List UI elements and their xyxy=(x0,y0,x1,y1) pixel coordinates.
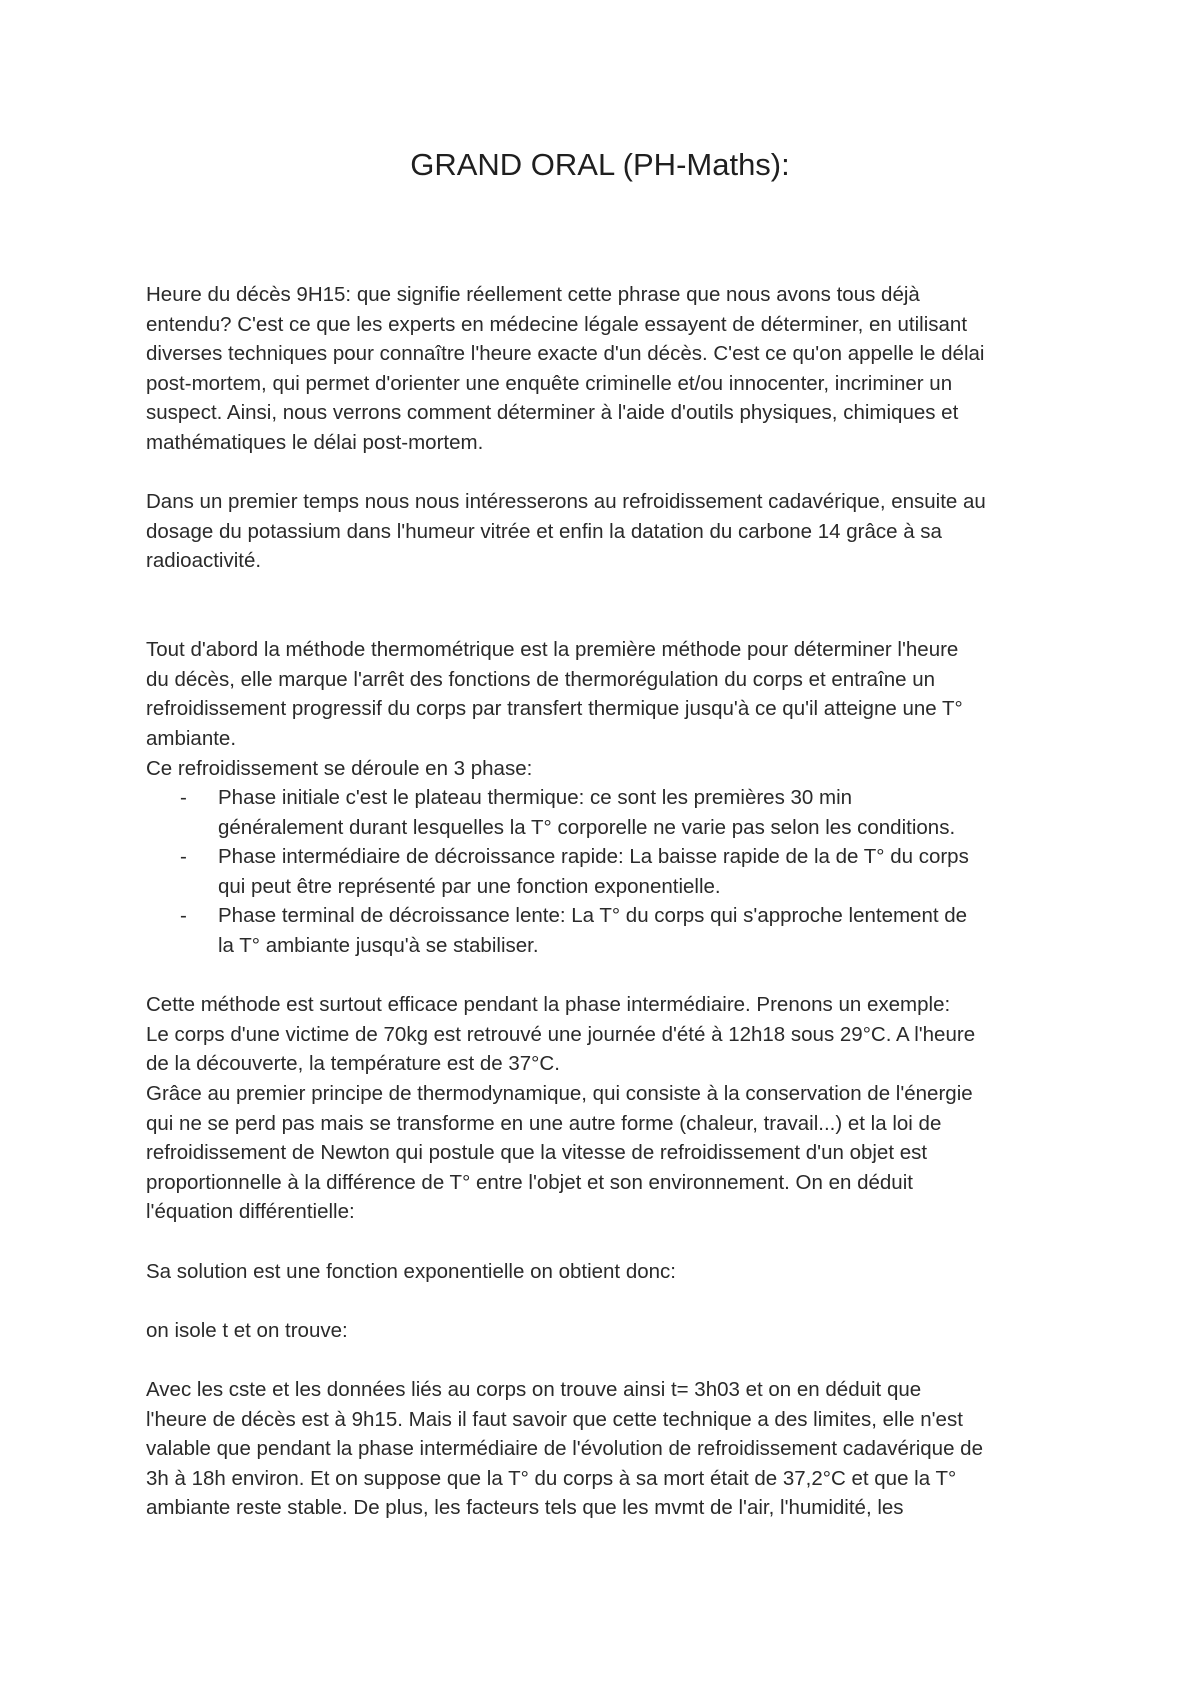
solution-line: Sa solution est une fonction exponentielle on obtient donc: xyxy=(146,1259,676,1283)
text-line: 3h à 18h environ. Et on suppose que la T° du corps à sa mort était de 37,2°C et que la T° xyxy=(146,1466,957,1490)
plan-paragraph xyxy=(146,487,1076,576)
text-line: généralement durant lesquelles la T° corporelle ne varie pas selon les conditions. xyxy=(218,815,956,839)
text-line: Cette méthode est surtout efficace pendant la phase intermédiaire. Prenons un exemple: xyxy=(146,993,951,1017)
text-line: ambiante. xyxy=(146,726,237,750)
text-line: Phase terminal de décroissance lente: La T° du corps qui s'approche lentement de xyxy=(218,904,968,928)
text-line: qui ne se perd pas mais se transforme en une autre forme (chaleur, travail...) et la loi de xyxy=(146,1111,942,1135)
text-line: Tout d'abord la méthode thermométrique est la première méthode pour déterminer l'heure xyxy=(146,638,959,662)
text-line: suspect. Ainsi, nous verrons comment déterminer à l'aide d'outils physiques, chimiques et xyxy=(146,401,959,425)
text-line: Phase initiale c'est le plateau thermique: ce sont les premières 30 min xyxy=(218,786,853,810)
conclusion-paragraph xyxy=(146,1375,1076,1523)
phases-list xyxy=(146,783,1076,961)
text-line: du décès, elle marque l'arrêt des fonctions de thermorégulation du corps et entraîne un xyxy=(146,667,936,691)
isolate-line: on isole t et on trouve: xyxy=(146,1318,348,1342)
thermo-paragraph xyxy=(146,635,1076,783)
text-line: Avec les cste et les données liés au corps on trouve ainsi t= 3h03 et on en déduit que xyxy=(146,1377,922,1401)
paragraph-spacer xyxy=(146,1345,1076,1375)
list-bullet: - xyxy=(180,904,187,928)
text-line: la T° ambiante jusqu'à se stabiliser. xyxy=(218,934,539,958)
text-line: Phase intermédiaire de décroissance rapide: La baisse rapide de la de T° du corps xyxy=(218,845,969,869)
text-line: l'équation différentielle: xyxy=(146,1200,355,1224)
text-line: entendu? C'est ce que les experts en médecine légale essayent de déterminer, en utilisant xyxy=(146,312,968,336)
intro-paragraph xyxy=(146,280,1076,458)
text-line: diverses techniques pour connaître l'heure exacte d'un décès. C'est ce qu'on appelle le délai xyxy=(146,342,985,366)
list-item xyxy=(146,901,1076,960)
text-line: Dans un premier temps nous nous intéresserons au refroidissement cadavérique, ensuite au xyxy=(146,490,986,514)
paragraph-spacer xyxy=(146,576,1076,635)
text-line: l'heure de décès est à 9h15. Mais il faut savoir que cette technique a des limites, elle n'est xyxy=(146,1407,963,1431)
text-line: refroidissement progressif du corps par transfert thermique jusqu'à ce qu'il atteigne une T° xyxy=(146,697,963,721)
text-line: Grâce au premier principe de thermodynamique, qui consiste à la conservation de l'énergie xyxy=(146,1082,973,1106)
page-title: GRAND ORAL (PH-Maths): xyxy=(410,147,790,182)
text-line: dosage du potassium dans l'humeur vitrée et enfin la datation du carbone 14 grâce à sa xyxy=(146,519,942,543)
paragraph-spacer xyxy=(146,961,1076,991)
text-line: Le corps d'une victime de 70kg est retrouvé une journée d'été à 12h18 sous 29°C. A l'heure xyxy=(146,1022,976,1046)
text-line: qui peut être représenté par une fonction exponentielle. xyxy=(218,874,721,898)
text-line: refroidissement de Newton qui postule que la vitesse de refroidissement d'un objet est xyxy=(146,1141,928,1165)
text-line: post-mortem, qui permet d'orienter une enquête criminelle et/ou innocenter, incriminer un xyxy=(146,371,953,395)
text-line: de la découverte, la température est de 37°C. xyxy=(146,1052,560,1076)
list-bullet: - xyxy=(180,845,187,869)
paragraph-spacer xyxy=(146,458,1076,488)
text-line: Ce refroidissement se déroule en 3 phase: xyxy=(146,756,533,780)
text-line: ambiante reste stable. De plus, les facteurs tels que les mvmt de l'air, l'humidité, les xyxy=(146,1496,904,1520)
document-body xyxy=(146,280,1076,1523)
paragraph-spacer xyxy=(146,1286,1076,1316)
list-bullet: - xyxy=(180,786,187,810)
text-line: proportionnelle à la différence de T° entre l'objet et son environnement. On en déduit xyxy=(146,1170,913,1194)
text-line: mathématiques le délai post-mortem. xyxy=(146,430,484,454)
example-paragraph xyxy=(146,990,1076,1227)
list-item xyxy=(146,842,1076,901)
text-line: Heure du décès 9H15: que signifie réellement cette phrase que nous avons tous déjà xyxy=(146,283,920,306)
text-line: radioactivité. xyxy=(146,549,262,573)
paragraph-spacer xyxy=(146,1227,1076,1257)
text-line: valable que pendant la phase intermédiaire de l'évolution de refroidissement cadavérique de xyxy=(146,1437,983,1461)
list-item xyxy=(146,783,1076,842)
